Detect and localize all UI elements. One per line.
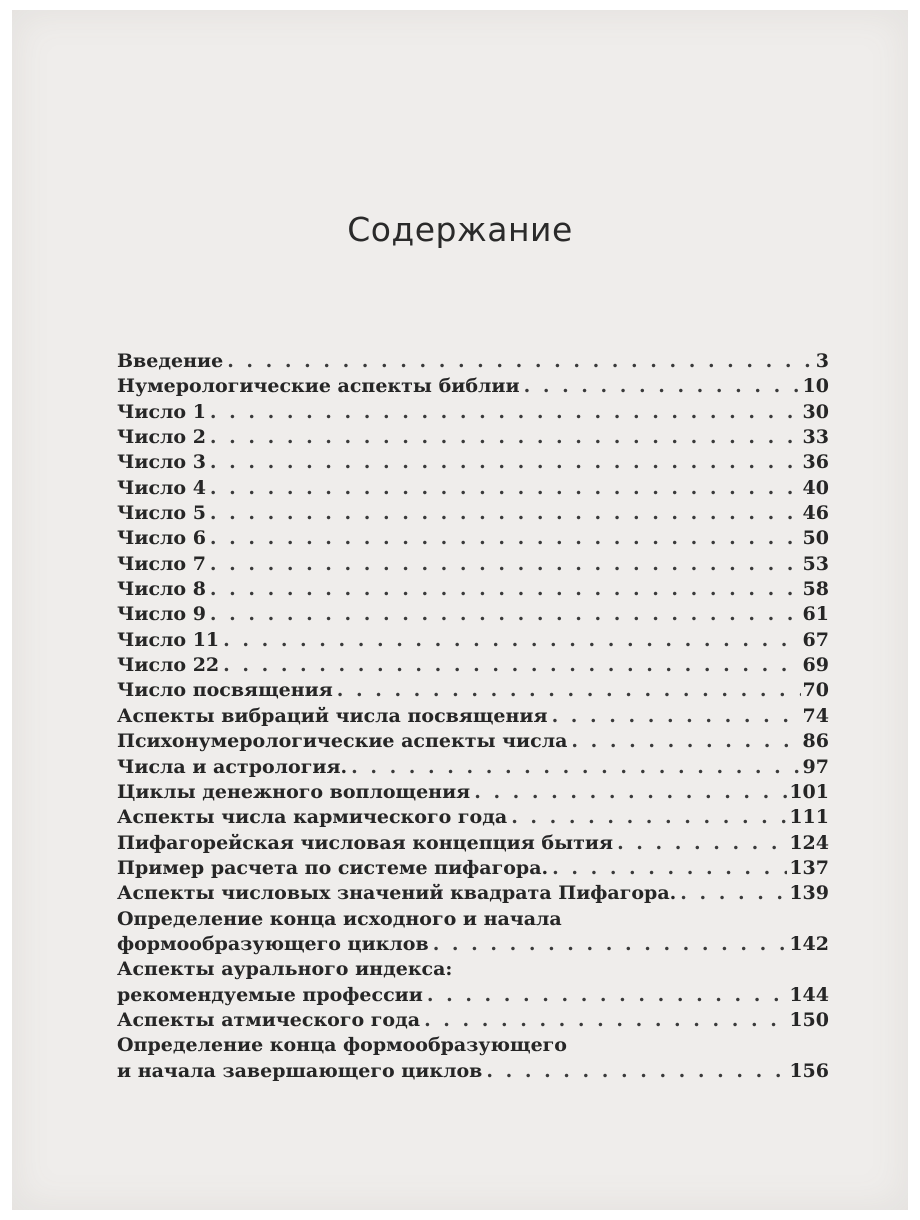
toc-entry-title: Аспекты числа кармического года (117, 806, 508, 829)
toc-entry (117, 400, 829, 425)
toc-entry-page: 156 (789, 1059, 829, 1082)
toc-entry-page: 70 (802, 679, 829, 702)
toc-entry (117, 805, 829, 830)
dot-leader (210, 476, 801, 501)
toc-entry-page: 86 (802, 730, 829, 753)
dot-leader (210, 577, 801, 602)
toc-entry-title: рекомендуемые профессии (117, 983, 423, 1006)
toc-entry-title: Число 4 (117, 476, 206, 499)
toc-entry-title-line: Определение конца исходного и начала (117, 907, 562, 930)
toc-entry (117, 476, 829, 501)
toc-entry (117, 755, 829, 780)
toc-entry-page: 124 (789, 831, 829, 854)
dot-leader (617, 831, 787, 856)
toc-entry-page: 61 (802, 603, 829, 626)
dot-leader (474, 780, 787, 805)
toc-entry-page: 58 (802, 578, 829, 601)
toc-entry-title-line: Аспекты аурального индекса: (117, 958, 453, 981)
toc-entry (117, 450, 829, 475)
table-of-contents (117, 349, 829, 1084)
dot-leader (210, 400, 801, 425)
dot-leader (427, 983, 787, 1008)
dot-leader (337, 678, 801, 703)
toc-entry-title: Число 5 (117, 502, 206, 525)
toc-entry-page: 69 (802, 654, 829, 677)
dot-leader (433, 932, 788, 957)
toc-entry-page: 3 (815, 350, 829, 372)
toc-entry (117, 678, 829, 703)
toc-entry-title: формообразующего циклов (117, 932, 429, 955)
toc-entry-title: Пифагорейская числовая концепция бытия (117, 831, 614, 854)
dot-leader (524, 374, 801, 399)
toc-entry (117, 780, 829, 805)
toc-entry-page: 67 (802, 628, 829, 651)
toc-entry (117, 831, 829, 856)
dot-leader (424, 1008, 787, 1033)
toc-entry-title: Числа и астрология. (117, 755, 348, 778)
toc-entry-page: 53 (802, 552, 829, 575)
toc-entry-page: 111 (789, 806, 829, 829)
toc-entry (117, 374, 829, 399)
dot-leader (680, 881, 787, 906)
dot-leader (511, 805, 787, 830)
dot-leader (486, 1059, 787, 1084)
toc-entry-page: 40 (802, 476, 829, 499)
page-title: Содержание (347, 210, 573, 249)
toc-entry (117, 425, 829, 450)
toc-entry-page: 74 (802, 704, 829, 727)
dot-leader (571, 729, 800, 754)
toc-entry (117, 983, 829, 1008)
toc-entry (117, 704, 829, 729)
dot-leader (223, 653, 800, 678)
toc-entry (117, 881, 829, 906)
toc-entry-title: Число 2 (117, 426, 206, 449)
dot-leader (210, 602, 801, 627)
dot-leader (351, 755, 800, 780)
toc-entry-title: Пример расчета по системе пифагора. (117, 856, 549, 879)
toc-entry-page: 101 (789, 780, 829, 803)
toc-entry (117, 1008, 829, 1033)
toc-entry (117, 602, 829, 627)
dot-leader (210, 501, 801, 526)
toc-entry (117, 653, 829, 678)
toc-entry-title-line: Определение конца формообразующего (117, 1034, 567, 1057)
dot-leader (227, 349, 814, 374)
dot-leader (223, 628, 800, 653)
toc-entry-title: Число 3 (117, 451, 206, 474)
toc-entry-page: 33 (802, 426, 829, 449)
toc-entry (117, 628, 829, 653)
dot-leader (210, 552, 801, 577)
toc-entry (117, 526, 829, 551)
toc-entry-page: 10 (802, 375, 829, 398)
toc-entry (117, 577, 829, 602)
toc-entry-page: 144 (789, 983, 829, 1006)
toc-entry-title: Число 11 (117, 628, 220, 651)
toc-entry-page: 139 (789, 882, 829, 905)
toc-entry-title: Аспекты числовых значений квадрата Пифагора. (117, 882, 677, 905)
toc-entry-page: 30 (802, 400, 829, 423)
dot-leader (552, 856, 787, 881)
toc-entry-title: Психонумерологические аспекты числа (117, 730, 568, 753)
toc-entry-title: и начала завершающего циклов (117, 1059, 483, 1082)
toc-entry (117, 729, 829, 754)
toc-entry-page: 142 (789, 932, 829, 955)
toc-entry-page: 137 (789, 856, 829, 879)
toc-entry-page: 46 (802, 502, 829, 525)
toc-entry-title: Циклы денежного воплощения (117, 780, 471, 803)
toc-entry (117, 932, 829, 957)
toc-entry-title: Нумерологические аспекты библии (117, 375, 520, 398)
toc-entry (117, 349, 829, 374)
toc-entry-title: Число 7 (117, 552, 206, 575)
toc-entry-title: Аспекты атмического года (117, 1008, 421, 1031)
dot-leader (552, 704, 801, 729)
dot-leader (210, 450, 801, 475)
toc-entry-title: Число 1 (117, 400, 206, 423)
toc-entry-page: 150 (789, 1008, 829, 1031)
book-page (12, 10, 908, 1210)
toc-entry-title: Число 22 (117, 654, 220, 677)
toc-entry-title: Введение (117, 350, 224, 372)
toc-entry (117, 856, 829, 881)
toc-entry-page: 50 (802, 527, 829, 550)
toc-entry (117, 501, 829, 526)
toc-entry-title: Число посвящения (117, 679, 333, 702)
toc-entry-title: Аспекты вибраций числа посвящения (117, 704, 548, 727)
dot-leader (210, 425, 801, 450)
toc-entry-title: Число 9 (117, 603, 206, 626)
toc-entry-title: Число 6 (117, 527, 206, 550)
toc-entry (117, 552, 829, 577)
toc-entry-page: 97 (802, 755, 829, 778)
toc-entry-title: Число 8 (117, 578, 206, 601)
toc-entry (117, 1059, 829, 1084)
toc-entry-page: 36 (802, 451, 829, 474)
dot-leader (210, 526, 801, 551)
